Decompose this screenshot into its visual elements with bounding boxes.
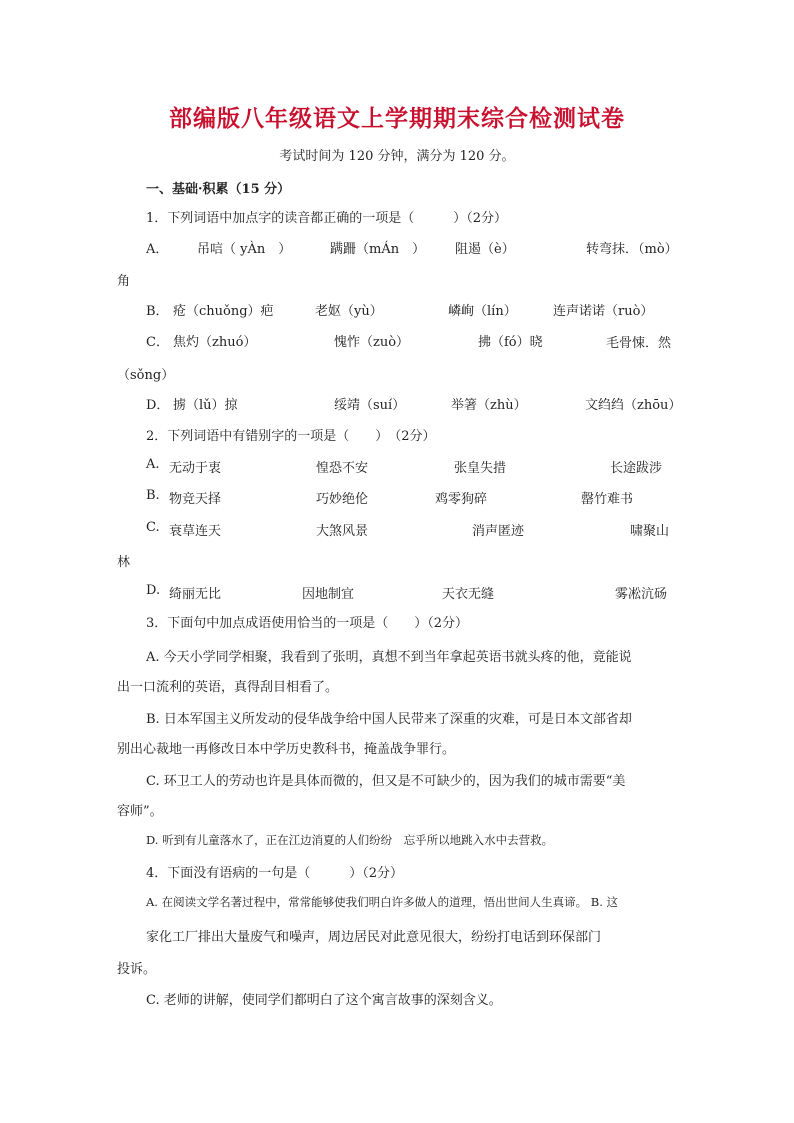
q2-option-d-item: 雾凇沆砀 xyxy=(615,587,668,602)
q3-option-d: D. 听到有儿童落水了，正在江边消夏的人们纷纷 忘乎所以地跳入水中去营救。 xyxy=(146,833,554,847)
q1-option-b-label: B． xyxy=(146,304,169,319)
q2-option-a-item: 张皇失措 xyxy=(454,461,507,476)
exam-info: 考试时间为 120 分钟，满分为 120 分。 xyxy=(279,149,515,164)
q1-option-d-item: 文绉绉（zhōu） xyxy=(585,398,682,413)
q2-option-a-item: 惶恐不安 xyxy=(316,461,369,476)
q2-option-b-label: B. xyxy=(146,488,160,503)
q2-option-a-item: 长途跋涉 xyxy=(610,461,663,476)
section-heading: 一、基础·积累（15 分） xyxy=(146,182,291,197)
q1-option-c-item: 毛骨悚．然 xyxy=(606,336,672,351)
q4-stem: 4．下面没有语病的一句是（ ）（2分） xyxy=(146,866,404,881)
q3-option-b: B. 日本军国主义所发动的侵华战争给中国人民带来了深重的灾难，可是日本文部省却 xyxy=(146,712,632,727)
q2-option-d-item: 绮丽无比 xyxy=(169,587,222,602)
q3-option-a: A. 今天小学同学相聚，我看到了张明，真想不到当年拿起英语书就头疼的他，竟能说 xyxy=(146,650,632,665)
q2-option-d-item: 因地制宜 xyxy=(302,587,355,602)
q2-option-c-item: 啸聚山 xyxy=(630,524,670,539)
q1-option-a-item: 转弯抹．（mò） xyxy=(586,242,678,257)
q1-option-b-item: 疮（chuǒng）疤 xyxy=(173,304,274,319)
q3-option-c: C. 环卫工人的劳动也许是具体而微的，但又是不可缺少的，因为我们的城市需要“美 xyxy=(146,774,626,789)
q1-option-c-item: 焦灼（zhuó） xyxy=(173,335,257,350)
q2-option-c-item: 大煞风景 xyxy=(316,524,369,539)
q1-option-c-wrap: （sǒng） xyxy=(117,368,175,383)
q2-option-b-item: 巧妙绝伦 xyxy=(316,492,369,507)
q1-option-a-item: 吊唁（ yÀn ） xyxy=(197,242,292,257)
q2-option-c-item: 衰草连天 xyxy=(169,524,222,539)
q1-option-d-item: 掳（lǔ）掠 xyxy=(173,398,238,413)
q2-option-b-item: 鸡零狗碎 xyxy=(435,492,488,507)
q4-option-b-wrap: 家化工厂排出大量废气和噪声，周边居民对此意见很大，纷纷打电话到环保部门 xyxy=(146,930,602,945)
q2-option-b-item: 物竞天择 xyxy=(169,492,222,507)
q1-option-a-label: A． xyxy=(146,242,169,257)
page-title: 部编版八年级语文上学期期末综合检测试卷 xyxy=(169,106,625,132)
q1-option-c-label: C． xyxy=(146,335,169,350)
q2-option-b-item: 罄竹难书 xyxy=(581,492,634,507)
q4-option-a: A. 在阅读文学名著过程中，常常能够使我们明白许多做人的道理，悟出世间人生真谛。 B. 这 xyxy=(146,895,619,909)
q1-option-b-item: 老妪（yù） xyxy=(315,304,383,319)
q1-option-c-item: 拂（fó）晓 xyxy=(478,335,543,350)
q3-option-a-wrap: 出一口流利的英语，真得刮目相看了。 xyxy=(117,680,339,695)
q1-option-d-label: D． xyxy=(146,398,170,413)
q1-option-a-item: 阻遏（è） xyxy=(455,242,515,257)
q2-option-d-item: 天衣无缝 xyxy=(442,587,495,602)
q2-option-a-item: 无动于衷 xyxy=(169,461,222,476)
q2-option-c-wrap: 林 xyxy=(117,555,131,570)
q2-option-d-label: D. xyxy=(146,583,161,598)
q4-option-b-wrap: 投诉。 xyxy=(117,962,157,977)
q1-option-c-item: 愧怍（zuò） xyxy=(334,335,410,350)
q2-option-a-label: A. xyxy=(146,457,160,472)
q3-option-b-wrap: 别出心裁地一再修改日本中学历史教科书，掩盖战争罪行。 xyxy=(117,742,456,757)
q1-option-b-item: 连声诺诺（ruò） xyxy=(553,304,654,319)
q2-option-c-item: 消声匿迹 xyxy=(472,524,525,539)
q4-option-c: C. 老师的讲解，使同学们都明白了这个寓言故事的深刻含义。 xyxy=(146,993,502,1008)
q3-stem: 3．下面句中加点成语使用恰当的一项是（ ）（2分） xyxy=(146,616,469,631)
q2-stem: 2．下列词语中有错别字的一项是（ ） （2分） xyxy=(146,429,436,444)
q3-option-c-wrap: 容师”。 xyxy=(117,804,163,819)
q1-stem: 1．下列词语中加点字的读音都正确的一项是（ ）（2分） xyxy=(146,211,508,226)
q1-option-d-item: 举箸（zhù） xyxy=(451,398,527,413)
q1-option-a-item: 蹒跚（mÁn ） xyxy=(330,242,426,257)
q1-option-d-item: 绥靖（suí） xyxy=(334,398,406,413)
q1-option-a-wrap: 角 xyxy=(117,274,131,289)
q1-option-b-item: 嶙峋（lín） xyxy=(448,304,517,319)
q2-option-c-label: C. xyxy=(146,520,160,535)
